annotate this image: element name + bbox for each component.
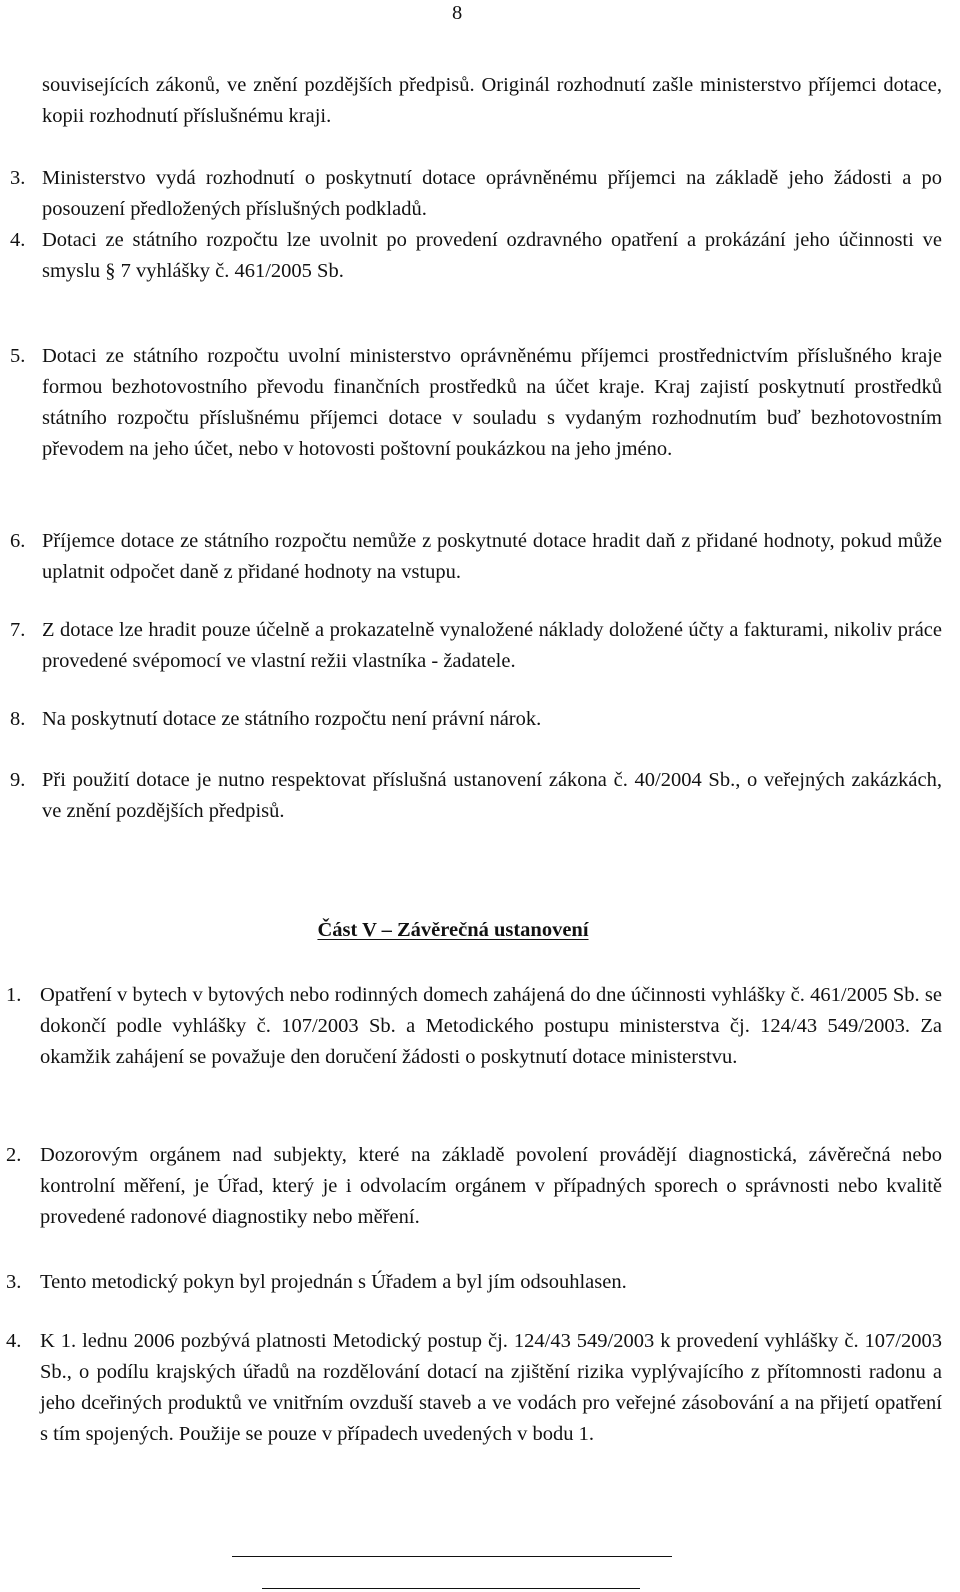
list-item-number: 2. <box>6 1144 22 1166</box>
list-item-number: 3. <box>6 1271 22 1293</box>
list-item-number: 4. <box>10 229 26 251</box>
section-title: Část V – Závěrečná ustanovení <box>317 919 589 941</box>
intro-paragraph: souvisejících zákonů, ve znění pozdějších předpisů. Originál rozhodnutí zašle ministerstvo příjemci dotace, kopii rozhodnutí příslušnému kraji. <box>42 74 942 127</box>
list-item <box>0 341 942 465</box>
list-item-number: 7. <box>10 619 26 641</box>
list-item <box>0 980 942 1073</box>
list-item <box>0 163 942 225</box>
list-item-number: 8. <box>10 708 26 730</box>
list-item-text: Dozorovým orgánem nad subjekty, které na základě povolení provádějí diagnostická, závěrečná nebo kontrolní měření, je Úřad, který je i odvolacím orgánem v případných sporech o správnosti nebo kvalitě provedené radonové diagnostiky nebo měření. <box>40 1144 942 1228</box>
list-item-text: Příjemce dotace ze státního rozpočtu nemůže z poskytnuté dotace hradit daň z přidané hodnoty, pokud může uplatnit odpočet daně z přidané hodnoty na vstupu. <box>42 530 942 583</box>
list-item <box>0 1326 942 1450</box>
list-item <box>0 704 942 735</box>
list-item-text: Při použití dotace je nutno respektovat příslušná ustanovení zákona č. 40/2004 Sb., o veřejných zakázkách, ve znění pozdějších předpisů. <box>42 769 942 822</box>
list-item-text: K 1. lednu 2006 pozbývá platnosti Metodický postup čj. 124/43 549/2003 k provedení vyhlášky č. 107/2003 Sb., o podílu krajských úřadů na rozdělování dotací na zjištění rizika vyplývajícího z přítomnosti radonu a jeho dceřiných produktů ve vnitřním ovzduší staveb a ve vodách pro veřejné zásobování a na přijetí opatření s tím spojených. Použije se pouze v případech uvedených v bodu 1. <box>40 1330 942 1445</box>
list-item-text: Dotaci ze státního rozpočtu uvolní ministerstvo oprávněnému příjemci prostřednictvím příslušného kraje formou bezhotovostního převodu finančních prostředků na účet kraje. Kraj zajistí poskytnutí prostředků státního rozpočtu příslušnému příjemci dotace v souladu s vydaným rozhodnutím buď bezhotovostním převodem na jeho účet, nebo v hotovosti poštovní poukázkou na jeho jméno. <box>42 345 942 460</box>
list-item-number: 5. <box>10 345 26 367</box>
list-item-number: 9. <box>10 769 26 791</box>
list-item-text: Dotaci ze státního rozpočtu lze uvolnit po provedení ozdravného opatření a prokázání jeho účinnosti ve smyslu § 7 vyhlášky č. 461/2005 Sb. <box>42 229 942 282</box>
list-item-number: 1. <box>6 984 22 1006</box>
list-item-text: Z dotace lze hradit pouze účelně a prokazatelně vynaložené náklady doložené účty a fakturami, nikoliv práce provedené svépomocí ve vlastní režii vlastníka - žadatele. <box>42 619 942 672</box>
list-item-text: Opatření v bytech v bytových nebo rodinných domech zahájená do dne účinnosti vyhlášky č. 461/2005 Sb. se dokončí podle vyhlášky č. 107/2003 Sb. a Metodického postupu ministerstva čj. 124/43 549/2003. Za okamžik zahájení se považuje den doručení žádosti o poskytnutí dotace ministerstvu. <box>40 984 942 1068</box>
list-item <box>0 615 942 677</box>
list-item-text: Tento metodický pokyn byl projednán s Úřadem a byl jím odsouhlasen. <box>40 1271 627 1293</box>
list-item <box>0 1140 942 1233</box>
page-number: 8 <box>452 2 463 24</box>
list-item-text: Na poskytnutí dotace ze státního rozpočtu není právní nárok. <box>42 708 542 730</box>
list-item <box>0 225 942 287</box>
list-item-text: Ministerstvo vydá rozhodnutí o poskytnutí dotace oprávněnému příjemci na základě jeho žádosti a po posouzení předložených příslušných podkladů. <box>42 167 942 220</box>
list-item-number: 6. <box>10 530 26 552</box>
list-item-number: 4. <box>6 1330 22 1352</box>
list-item <box>0 526 942 588</box>
closing-rule-top <box>232 1556 672 1557</box>
list-item-number: 3. <box>10 167 26 189</box>
closing-rule-bottom <box>262 1588 640 1589</box>
list-item <box>0 765 942 827</box>
list-item <box>0 1267 942 1298</box>
